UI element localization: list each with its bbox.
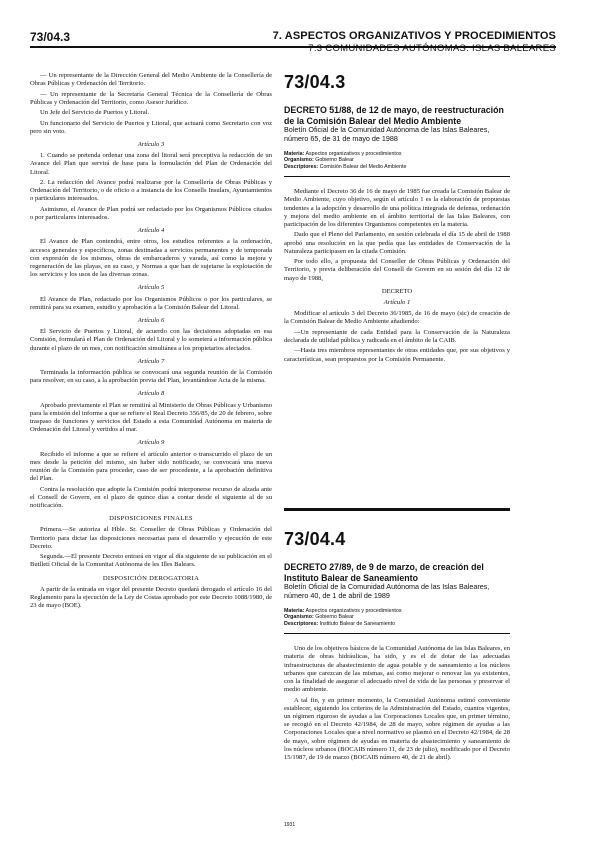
paragraph: —Un representante de cada Entidad para la Conservación de la Naturaleza declarada de utilidad pública y radicada en el ámbito de la CAIB. [284, 328, 510, 344]
metadata-line [284, 621, 510, 628]
decree-title: DECRETO 27/89, de 9 de marzo, de creación del Instituto Balear de Saneamiento [284, 562, 484, 583]
paragraph: Recibido el informe a que se refiere el artículo anterior o transcurrido el plazo de un mes desde la petición del mismo, sin haber sido notificado, se convocará una nueva reunión de la Comisión para proceder, caso de ser procedente, a la aprobación definitiva del Plan. [30, 450, 272, 483]
metadata-value: Aspectos organizativos y procedimientos [304, 150, 402, 157]
metadata-value: Instituto Balear de Saneamiento [318, 620, 396, 627]
paragraph: — Un representante de la Secretaría General Técnica de la Consellería de Obras Públicas y Ordenación del Territorio, como Asesor Jurídico. [30, 90, 272, 106]
left-column [30, 72, 272, 613]
metadata-key: Descriptores: [284, 163, 319, 170]
paragraph: Segunda.—El presente Decreto entrará en vigor al día siguiente de su publicación en el Butlletí Oficial de la Comunitat Autònoma de les Illes Balears. [30, 553, 272, 569]
paragraph: Asimismo, el Avance de Plan podrá ser redactado por los Organismos Públicos citados o por particulares interesados. [30, 205, 272, 221]
metadata-key: Descriptores: [284, 620, 319, 627]
article-heading: Artículo 6 [137, 317, 165, 325]
header-rule [30, 46, 556, 48]
paragraph: Mediante el Decreto 36 de 16 de mayo de 1985 fue creada la Comisión Balear de Medio Ambiente, cuyo objetivo, según el artículo 1 es la elaboración de propuestas tendentes a la adopción y desarrollo de una política integrada de defensa, ordenación y mejora del medio ambiente en el ámbito territorial de las Islas Baleares, con participación de los diferentes Organismos competentes en la materia. [284, 188, 510, 228]
decree-source: Boletín Oficial de la Comunidad Autónoma de las Islas Baleares, número 40, de 1 de abril de 1989 [284, 582, 490, 600]
article-heading: Artículo 4 [137, 227, 165, 235]
paragraph: El Avance de Plan contendrá, entre otros, los estudios referentes a la ordenación, accesos generales y específicos, zonas destinadas a servicios permanentes y de temporada con expresión de los mismos, obras de embarcaderos y varada, así como la mejora y regeneración de las playas, en su caso, y Normas a que han de sujetarse la explotación de los servicios y los usos de las diversas zonas. [30, 238, 272, 279]
metadata-value: Aspectos organizativos y procedimientos [304, 607, 402, 614]
paragraph: Un funcionario del Servicio de Puertos y Litoral, que actuará como Secretario con voz pero sin voto. [30, 119, 272, 135]
decree-source: Boletín Oficial de la Comunidad Autónoma de las Islas Baleares, número 65, de 31 de mayo de 1988 [284, 125, 490, 143]
section-heading: DISPOSICIONES FINALES [109, 515, 193, 523]
paragraph: El Avance de Plan, redactado por los Organismos Públicos o por los particulares, se remitirá para su examen, estudio y aprobación a la Comisión Balear del Litoral. [30, 295, 272, 311]
header-section [273, 30, 556, 54]
metadata-key: Materia: [284, 607, 305, 614]
article-heading: Artículo 7 [137, 357, 165, 365]
paragraph: A partir de la entrada en vigor del presente Decreto quedará derogado el artículo 16 del Reglamento para la ejecución de la Ley de Costas aprobado por este Decreto 1088/1980, de 23 de mayo (BOE). [30, 585, 272, 610]
paragraph: 1. Cuando se pretenda ordenar una zona del litoral será preceptiva la redacción de un Avance del Plan que servirá de base para la formulación del Plan de Ordenación del Litoral. [30, 152, 272, 176]
metadata-value: Gobierno Balear [313, 614, 354, 621]
paragraph: Un Jefe del Servicio de Puertos y Litoral. [40, 109, 150, 117]
paragraph: Primera.—Se autoriza al Hble. Sr. Conseller de Obras Públicas y Ordenación del Territorio para dictar las disposiciones necesarias para el desarrollo y ejecución de este Decreto. [30, 526, 272, 550]
divider [284, 176, 510, 177]
metadata-key: Organismo: [284, 157, 314, 164]
decree-metadata [284, 151, 510, 171]
paragraph: Terminada la información pública se convocará una segunda reunión de la Comisión para resolver, en su caso, a la aprobación previa del Plan, levantándose Acta de la misma. [30, 369, 272, 385]
divider-thick [284, 508, 510, 511]
paragraph: Dado que el Pleno del Parlamento, en sesión celebrada el día 15 de abril de 1988 aprobó una resolución en la que pedía que las entidades de Conservación de la Naturaleza participasen en la citada Comisión. [284, 231, 510, 255]
header-subtitle: 7.3 COMUNIDADES AUTÓNOMAS: ISLAS BALEARES [308, 43, 556, 54]
section-heading: DECRETO [381, 287, 413, 295]
page-number: 1931 [284, 822, 296, 828]
paragraph: Contra la resolución que adopte la Comisión podrá interponerse recurso de alzada ante el Consell de Govern, en el plazo de quince días a contar desde el siguiente al de su notificación. [30, 485, 272, 510]
article-heading: Artículo 3 [137, 140, 165, 148]
article-heading: Artículo 9 [137, 439, 165, 447]
paragraph: — Un representante de la Dirección General del Medio Ambiente de la Consellería de Obras Públicas y Ordenación del Territorio. [30, 72, 272, 88]
metadata-value: Gobierno Balear [313, 157, 354, 164]
metadata-line [284, 164, 510, 171]
article-heading: Artículo 5 [137, 284, 165, 292]
divider [284, 633, 510, 634]
decree-body [284, 188, 510, 364]
decree-metadata [284, 608, 510, 628]
paragraph: Por todo ello, a propuesta del Conseller de Obras Públicas y Ordenación del Territorio, y previa deliberación del Consell de Govern en su sesión del día 12 de mayo de 1988, [284, 258, 510, 282]
metadata-key: Organismo: [284, 614, 314, 621]
decree-title: DECRETO 51/88, de 12 de mayo, de reestructuración de la Comisión Balear del Medio Ambiente [284, 105, 504, 126]
paragraph: El Servicio de Puertos y Litoral, de acuerdo con las decisiones adoptadas en esa Comisión, formulará el Plan de Ordenación del Litoral y lo someterá a información pública durante el plazo de un mes, con notificación simultánea a los propietarios afectados. [30, 328, 272, 352]
header-code: 73/04.3 [30, 30, 71, 44]
decree-block-2 [284, 508, 510, 764]
decree-body [284, 645, 510, 762]
decree-code: 73/04.4 [284, 529, 346, 549]
header-title: 7. ASPECTOS ORGANIZATIVOS Y PROCEDIMIENTOS [272, 30, 556, 42]
decree-code: 73/04.3 [284, 72, 346, 92]
paragraph: Uno de los objetivos básicos de la Comunidad Autónoma de las Islas Baleares, en materia de obras hidráulicas, ha sido, y es el de dotar de las adecuadas infraestructuras de abastecimiento de agua potable y de saneamiento a los núcleos urbanos que carezcan de las mismas, así como mejorar o renovar las ya existentes, con la finalidad de asegurar el adecuado nivel de vida de las personas y preservar el medio ambiente. [284, 645, 510, 694]
metadata-key: Materia: [284, 150, 305, 157]
paragraph: A tal fin, y en primer momento, la Comunidad Autónoma estimó conveniente establecer, siguiendo los criterios de la Administración del Estado, cuantos vigentes, un régimen riguroso de ayudas a las Corporaciones Locales que, en primer término, se recogió en el Decreto 42/1984, de 28 de mayo, sobre régimen de ayudas a las Corporaciones Locales que a nivel normativo se plasmó en el Decreto 42/1984, de 28 de mayo, sobre régimen de ayudas en materia de abastecimiento y saneamiento de los núcleos urbanos (BOCAIB número 11, de 23 de julio), modificado por el Decreto 15/1987, de 19 de marzo (BOCAIB número 40, de 21 de abril). [284, 696, 510, 761]
decree-block-1 [284, 72, 510, 366]
paragraph: 2. La redacción del Avance podrá realizarse por la Consellería de Obras Públicas y Ordenación del Territorio, o de oficio o a instancia de los Consells Insulars, Ayuntamientos o particulares interesados. [30, 178, 272, 203]
paragraph: —Hasta tres miembros representantes de otras entidades que, por sus objetivos y características, sean propuestos por la Comisión Permanente. [284, 347, 510, 363]
paragraph: Aprobado previamente el Plan se remitirá al Ministerio de Obras Públicas y Urbanismo para la emisión del informe a que se refiere el Real Decreto 356/85, de 20 de febrero, sobre traspaso de funciones y servicios del Estado a esta Comunidad Autónoma en materia de Ordenación del Litoral y vertidos al mar. [30, 401, 272, 434]
metadata-value: Comisión Balear del Medio Ambiente [318, 163, 407, 170]
article-heading: Artículo 8 [137, 390, 165, 398]
section-heading: DISPOSICIÓN DEROGATORIA [102, 574, 200, 582]
paragraph: Modificar el artículo 3 del Decreto 36/1985, de 16 de mayo (sic) de creación de la Comisión Balear de Medio Ambiente añadiendo: [284, 310, 510, 326]
article-heading: Artículo 1 [383, 298, 411, 306]
